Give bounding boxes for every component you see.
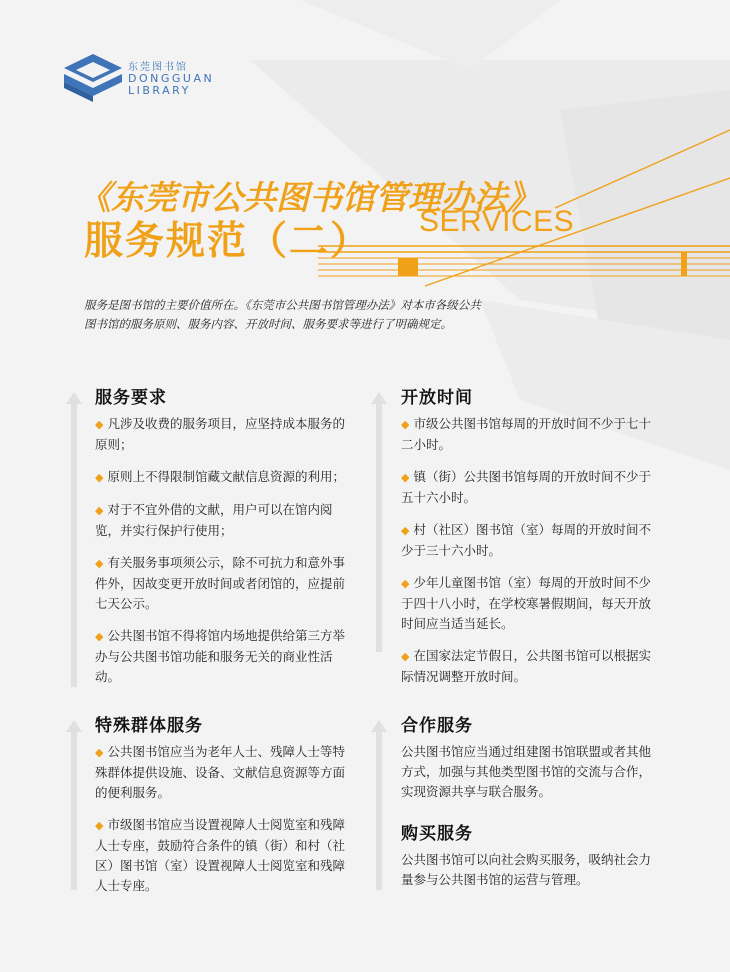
page-title-line2: 服务规范（二） [84, 219, 372, 264]
section-purchase [401, 822, 657, 890]
section-title: 合作服务 [401, 716, 473, 736]
arrow-up-icon [66, 720, 82, 890]
section-title: 服务要求 [95, 388, 167, 408]
list-item: ◆ 原则上不得限制馆藏文献信息资源的利用； [95, 469, 345, 484]
page-title-line1: 《东莞市公共图书馆管理办法》 [78, 178, 540, 217]
arrow-up-icon [371, 720, 387, 890]
logo-name-en-1: DONGGUAN [128, 72, 215, 85]
list-item: ◆ 凡涉及收费的服务项目，应坚持成本服务的原则； [95, 416, 345, 452]
diamond-bullet-icon: ◆ [401, 650, 410, 663]
library-logo-icon [62, 52, 124, 102]
diamond-bullet-icon: ◆ [95, 819, 104, 832]
logo-text [128, 62, 214, 97]
diamond-bullet-icon: ◆ [95, 471, 104, 484]
logo-name-en-2: LIBRARY [128, 84, 191, 98]
logo-name-cn: 东莞图书馆 [128, 62, 188, 73]
orange-block [398, 258, 418, 276]
arrow-up-icon [66, 392, 82, 687]
section-service-requirements [95, 386, 357, 699]
section-title: 特殊群体服务 [95, 716, 203, 736]
list-item: ◆ 在国家法定节假日，公共图书馆可以根据实际情况调整开放时间。 [401, 648, 651, 684]
list-item: ◆ 公共图书馆应当为老年人士、残障人士等特殊群体提供设施、设备、文献信息资源等方面的便利服务。 [95, 744, 346, 800]
section-title: 购买服务 [401, 824, 473, 844]
orange-bar [681, 252, 687, 276]
list-item: ◆ 市级公共图书馆每周的开放时间不少于七十二小时。 [401, 416, 651, 452]
diamond-bullet-icon: ◆ [95, 630, 104, 643]
section-cooperation [401, 714, 657, 802]
list-item: ◆ 对于不宜外借的文献，用户可以在馆内阅览，并实行保护行使用； [95, 502, 333, 538]
list-item: ◆ 有关服务事项须公示，除不可抗力和意外事件外，因故变更开放时间或者闭馆的，应提前七天公示。 [95, 555, 346, 611]
diamond-bullet-icon: ◆ [95, 557, 104, 570]
section-special-groups [95, 714, 357, 908]
section-text: 公共图书馆可以向社会购买服务，吸纳社会力量参与公共图书馆的运营与管理。 [401, 852, 652, 887]
diamond-bullet-icon: ◆ [95, 746, 104, 759]
diamond-bullet-icon: ◆ [401, 418, 410, 431]
diamond-bullet-icon: ◆ [95, 418, 104, 431]
list-item: ◆ 市级图书馆应当设置视障人士阅览室和残障人士专座，鼓励符合条件的镇（街）和村（社区）图书馆（室）设置视障人士阅览室和残障人士专座。 [95, 817, 346, 893]
intro-paragraph: 服务是图书馆的主要价值所在。《东莞市公共图书馆管理办法》对本市各级公共图书馆的服务原则、服务内容、开放时间、服务要求等进行了明确规定。 [84, 298, 481, 331]
section-title: 开放时间 [401, 388, 473, 408]
section-text: 公共图书馆应当通过组建图书馆联盟或者其他方式，加强与其他类型图书馆的交流与合作，实现资源共享与联合服务。 [401, 744, 652, 799]
diamond-bullet-icon: ◆ [401, 471, 410, 484]
section-opening-hours [401, 386, 657, 699]
diamond-bullet-icon: ◆ [95, 504, 104, 517]
services-label: SERVICES [419, 205, 575, 238]
arrow-up-icon [371, 392, 387, 652]
list-item: ◆ 镇（街）公共图书馆每周的开放时间不少于五十六小时。 [401, 469, 651, 505]
list-item: ◆ 公共图书馆不得将馆内场地提供给第三方举办与公共图书馆功能和服务无关的商业性活动。 [95, 628, 345, 684]
diamond-bullet-icon: ◆ [401, 524, 410, 537]
diamond-bullet-icon: ◆ [401, 577, 410, 590]
list-item: ◆ 少年儿童图书馆（室）每周的开放时间不少于四十八小时，在学校寒暑假期间，每天开放时间应当适当延长。 [401, 575, 652, 631]
list-item: ◆ 村（社区）图书馆（室）每周的开放时间不少于三十六小时。 [401, 522, 651, 558]
